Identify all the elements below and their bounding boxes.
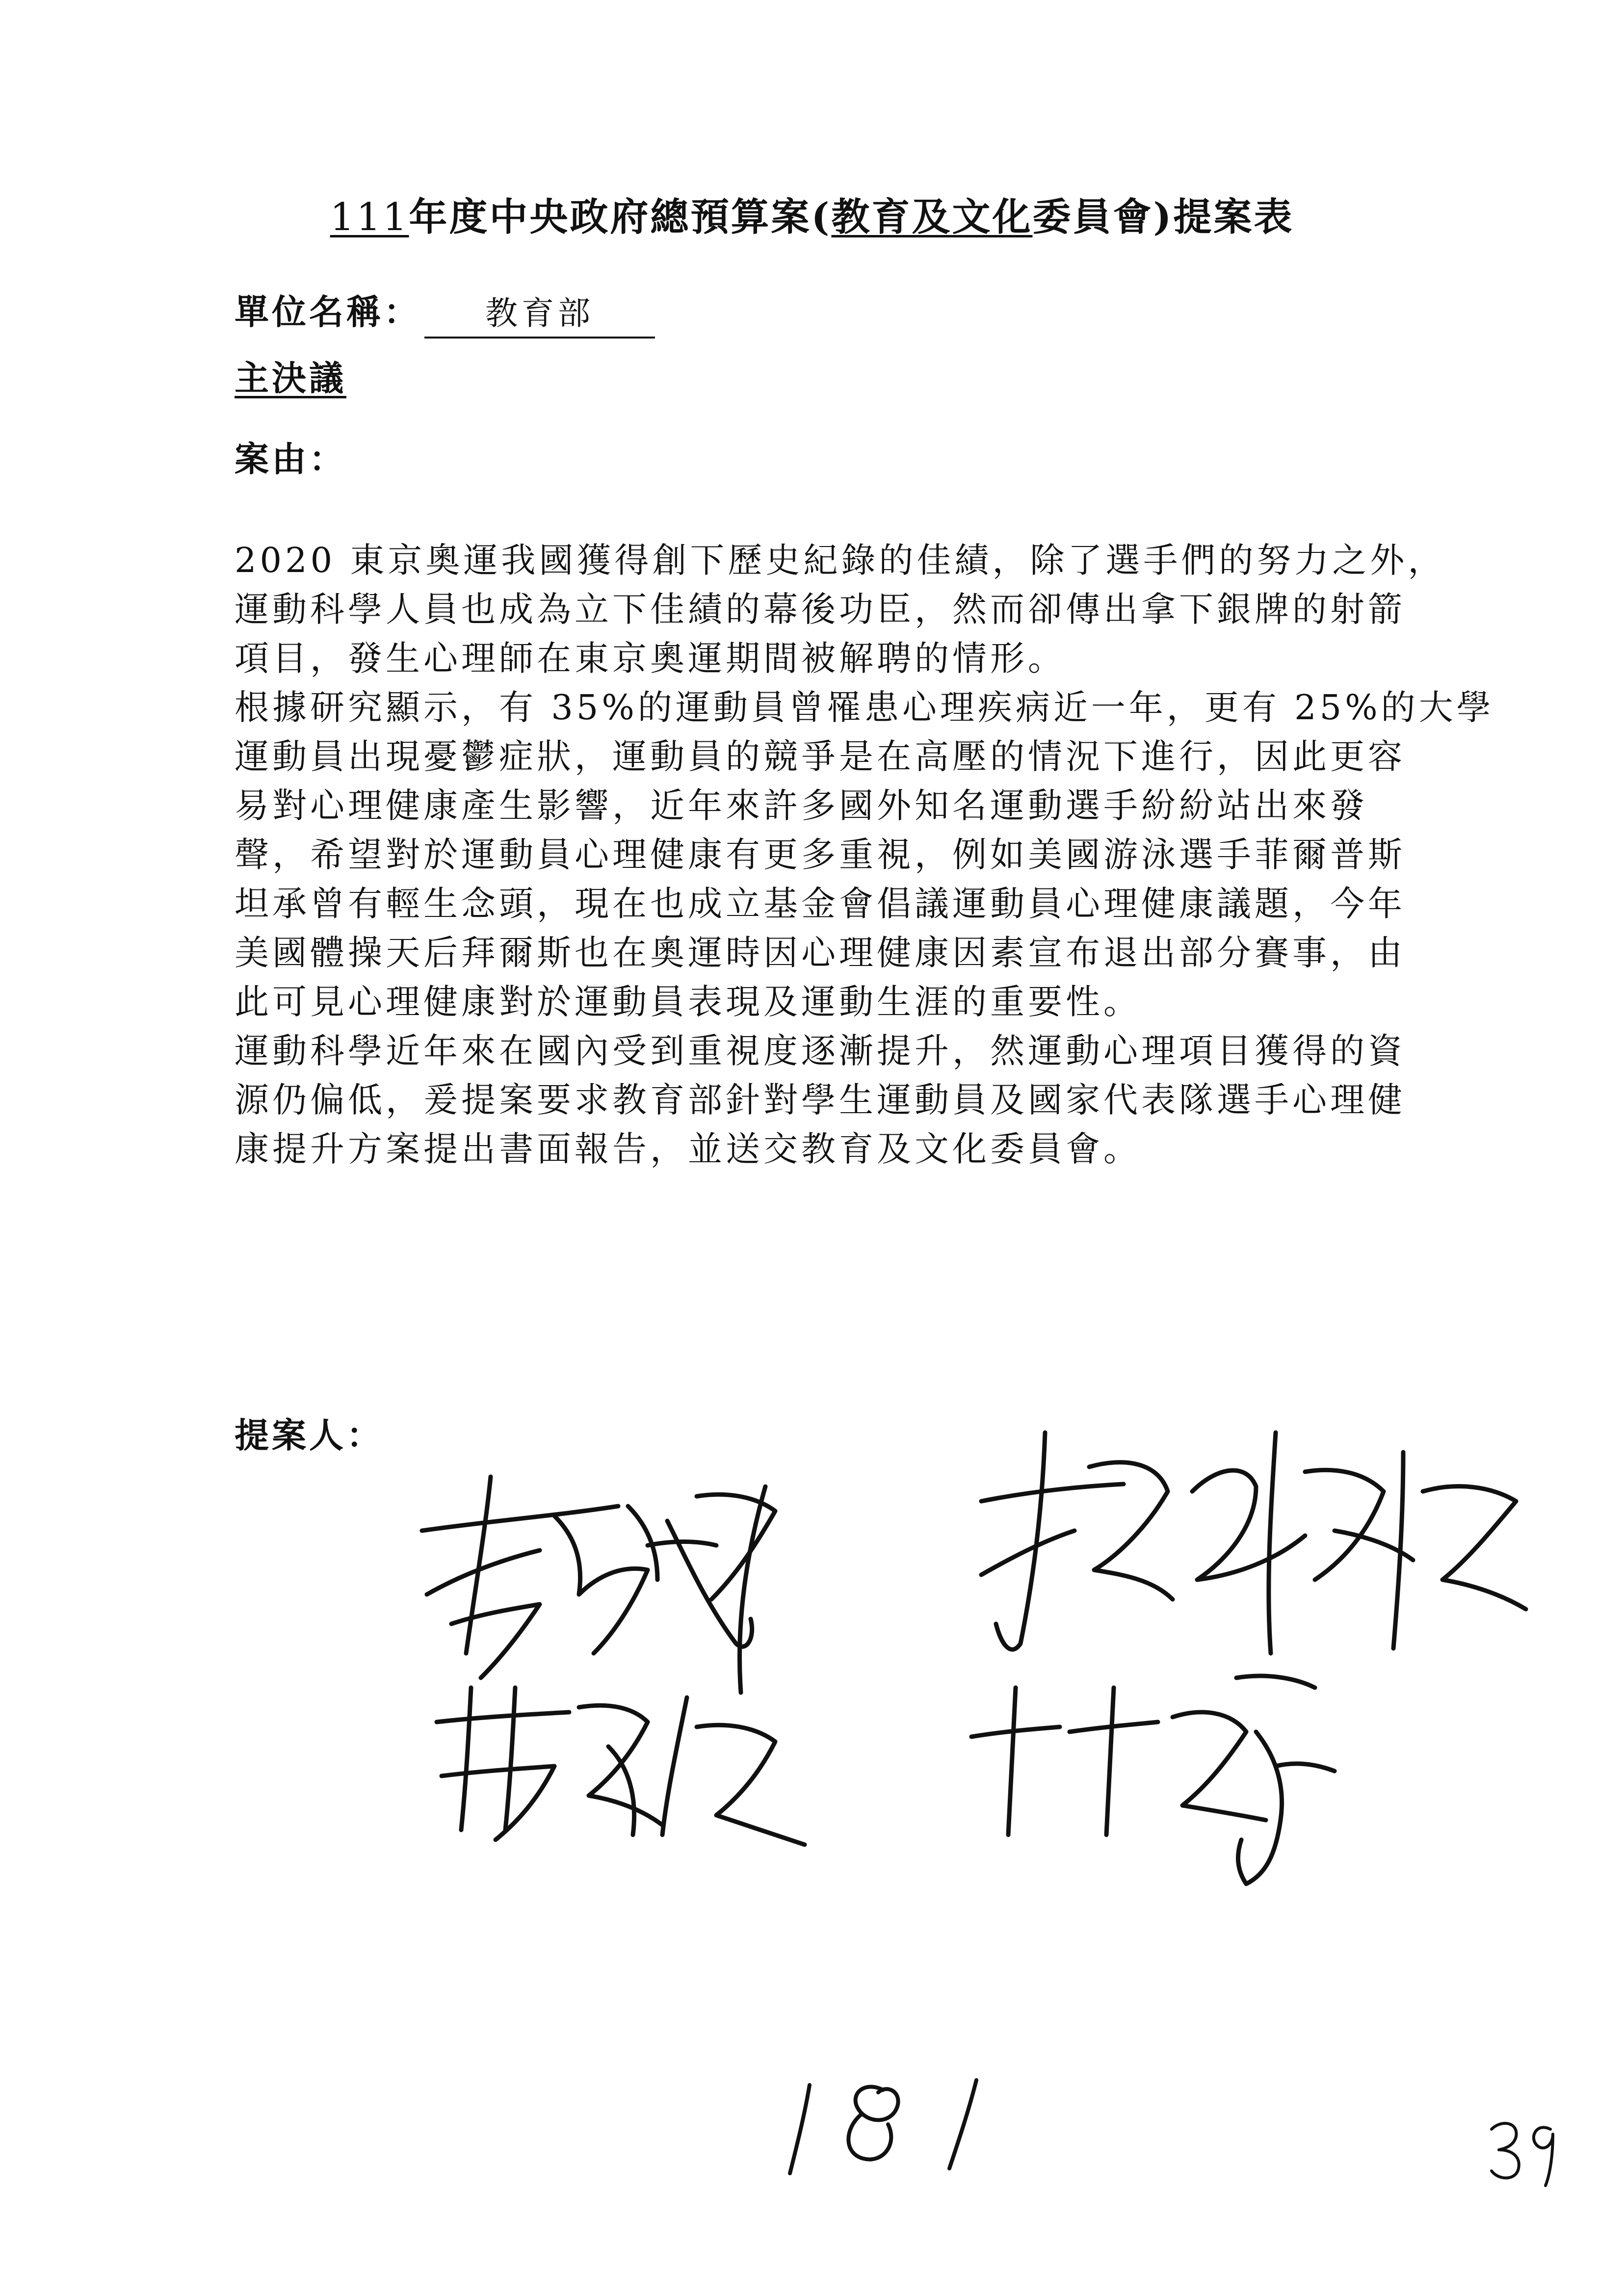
body-line: 2020 東京奧運我國獲得創下歷史紀錄的佳績，除了選手們的努力之外， bbox=[235, 540, 1446, 580]
signature-4 bbox=[962, 1658, 1344, 1894]
body-line: 根據研究顯示，有 35%的運動員曾罹患心理疾病近一年，更有 25%的大學 bbox=[235, 687, 1494, 728]
title-year: 111 bbox=[330, 195, 409, 239]
signature-3 bbox=[422, 1668, 824, 1854]
reason-body bbox=[235, 536, 1494, 1174]
page-title bbox=[0, 186, 1624, 241]
body-line: 美國體操天后拜爾斯也在奧運時因心理健康因素宣布退出部分賽事，由 bbox=[235, 933, 1406, 973]
body-line: 運動員出現憂鬱症狀，運動員的競爭是在高壓的情況下進行，因此更容 bbox=[235, 736, 1406, 777]
body-line: 運動科學近年來在國內受到重視度逐漸提升，然運動心理項目獲得的資 bbox=[235, 1031, 1406, 1071]
unit-value: 教育部 bbox=[424, 287, 655, 339]
reason-label: 案由： bbox=[235, 439, 346, 479]
body-line: 易對心理健康產生影響，近年來許多國外知名運動選手紛紛站出來發 bbox=[235, 785, 1368, 826]
body-line: 項目，發生心理師在東京奧運期間被解聘的情形。 bbox=[235, 638, 1066, 678]
body-line: 聲，希望對於運動員心理健康有更多重視，例如美國游泳選手菲爾普斯 bbox=[235, 835, 1406, 875]
body-line: 此可見心理健康對於運動員表現及運動生涯的重要性。 bbox=[235, 982, 1141, 1022]
title-suffix: 委員會)提案表 bbox=[1032, 195, 1294, 239]
body-line: 運動科學人員也成為立下佳績的幕後功臣，然而卻傳出拿下銀牌的射箭 bbox=[235, 589, 1406, 629]
body-line: 源仍偏低，爰提案要求教育部針對學生運動員及國家代表隊選手心理健 bbox=[235, 1080, 1406, 1120]
signature-2 bbox=[962, 1413, 1541, 1668]
body-line: 康提升方案提出書面報告，並送交教育及文化委員會。 bbox=[235, 1129, 1141, 1169]
resolution-heading: 主決議 bbox=[235, 358, 346, 398]
unit-label: 單位名稱： bbox=[235, 291, 421, 332]
proposer-label: 提案人： bbox=[235, 1415, 384, 1456]
title-committee: 教育及文化 bbox=[831, 195, 1033, 239]
signature-1 bbox=[393, 1447, 834, 1702]
title-prefix: 年度中央政府總預算案( bbox=[409, 195, 832, 239]
handwritten-corner-number bbox=[1482, 2110, 1560, 2188]
body-line: 坦承曾有輕生念頭，現在也成立基金會倡議運動員心理健康議題，今年 bbox=[235, 884, 1406, 924]
handwritten-page-number bbox=[775, 2070, 1001, 2178]
